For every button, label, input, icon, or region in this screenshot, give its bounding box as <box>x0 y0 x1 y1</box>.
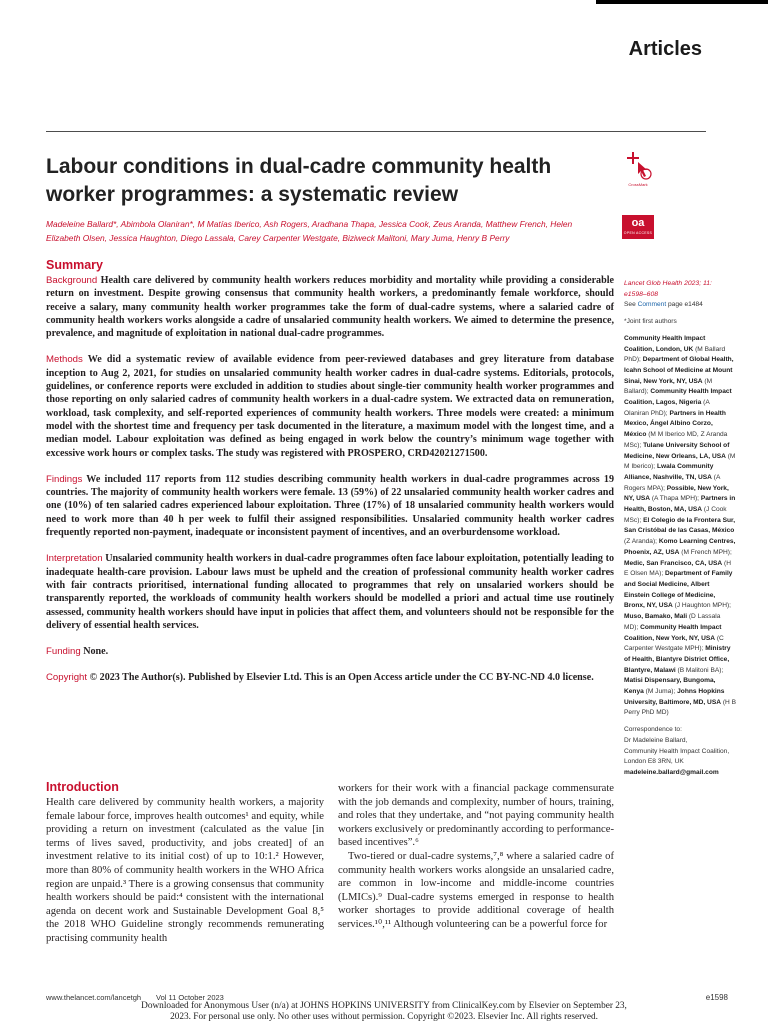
affiliation-people: (M Ballard); <box>624 377 713 396</box>
affiliation-institution: Ministry of Health, Blantyre District Office, Blantyre, Malawi <box>624 645 731 674</box>
affiliation-people: (J Haughton MPH); <box>672 602 731 610</box>
affiliation-institution: Possible, New York, NY, USA <box>624 484 729 503</box>
summary-copyright <box>46 671 614 684</box>
affiliation-institution: Community Health Impact Coalition, Lagos, Nigeria <box>624 388 732 407</box>
see-suffix: page e1484 <box>668 301 703 309</box>
affiliation-people: (B Malitoni BA); <box>675 666 724 674</box>
affiliation-people: (M Juma); <box>643 688 678 696</box>
summary-body <box>46 274 614 698</box>
background-label: Background <box>46 275 98 286</box>
header-rule <box>46 131 706 132</box>
article-title: Labour conditions in dual-cadre community health worker programmes: a systematic review <box>46 155 552 206</box>
affiliation-people: (A Olaniran PhD); <box>624 399 710 417</box>
funding-text: None. <box>83 646 109 658</box>
affiliation-people: (M M Iberico MD, Z Aranda MSc); <box>624 431 728 449</box>
affiliation-institution: Department of Global Health, Icahn School of Medicine at Mount Sinai, New York, NY, USA <box>624 356 734 385</box>
affiliation-institution: Matisi Dispensary, Bungoma, Kenya <box>624 677 716 696</box>
oa-badge-text: oa <box>631 217 645 229</box>
comment-link[interactable]: Comment <box>637 301 667 309</box>
affiliation-people: (M M Iberico); <box>624 452 736 471</box>
affiliation-institution: Partners in Health, Boston, MA, USA <box>624 495 736 514</box>
header-bar <box>596 0 768 4</box>
affiliation-institution: Department of Family and Social Medicine, Albert Einstein College of Medicine, Bronx, NY, USA <box>624 570 733 610</box>
crossmark-label: CrossMark <box>628 182 648 187</box>
see-prefix: See <box>624 301 636 309</box>
affiliation-people: (H B Perry PhD MD) <box>624 698 737 717</box>
correspondence-name: Dr Madeleine Ballard, <box>624 736 688 744</box>
funding-label: Funding <box>46 646 81 658</box>
affiliation-people: (M Ballard PhD); <box>624 345 726 364</box>
open-access-badge <box>622 215 654 239</box>
summary-interpretation <box>46 552 614 632</box>
affiliation-institution: Tulane University School of Medicine, New Orleans, LA, USA <box>624 441 730 460</box>
article-sidebar <box>624 279 736 779</box>
correspondence-email[interactable]: madeleine.ballard@gmail.com <box>624 768 719 776</box>
affiliation-institution: Lwala Community Alliance, Nashville, TN, USA <box>624 463 714 481</box>
affiliation-people: (H E Olsen MA); <box>624 559 731 578</box>
introduction-heading: Introduction <box>46 780 119 794</box>
interpretation-label: Interpretation <box>46 553 103 565</box>
introduction-column-2 <box>338 782 614 932</box>
affiliation-institution: Komo Learning Centres, Phoenix, AZ, USA <box>624 538 736 556</box>
affiliations-list <box>624 334 736 719</box>
summary-findings <box>46 473 614 539</box>
interpretation-text: Unsalaried community health workers in dual-cadre programmes often face labour exploitation, potentially leading to inadequate health-care provision. Labour laws must be upheld and the creation of professional community health worker cadres with fair contracts prioritised, international funding allocated to programmes that rely on unsalaried workers should be transparently reported, the workloads of community health workers should be modelled a priori and actual time use routinely assessed, community health workers should have input in policies that affect them, and volunteers should not be responsible for the delivery of essential health services. <box>46 553 614 631</box>
introduction-column-1 <box>46 796 324 946</box>
correspondence-address: Community Health Impact Coalition, London E8 3RN, UK <box>624 747 730 766</box>
background-text: Health care delivered by community health workers reduces morbidity and mortality while providing a considerable return on investment. Despite growing consensus that community health workers, a predominantly female workforce, should receive a salary, many community health worker programmes take the form of dual-cadre systems, where a salaried cadre of community health workers works alongside a cadre of unsalaried community health workers. We aimed to determine the presence, prevalence, and magnitude of exploitation in national dual-cadre programmes. <box>46 275 614 340</box>
download-notice: Downloaded for Anonymous User (n/a) at JOHNS HOPKINS UNIVERSITY from ClinicalKey.com by Elsevier on September 23, 2023. For personal use only. No other uses without permission. Copyright ©2023. Elsevier Inc. All rights reserved. <box>141 1001 627 1022</box>
findings-label: Findings <box>46 473 83 485</box>
footer-page-number: e1598 <box>705 993 728 1002</box>
affiliation-people: (A Thapa MPH); <box>650 495 701 503</box>
findings-text: We included 117 reports from 112 studies describing community health workers in dual-cadre programmes across 19 countries. The majority of community health workers were female. 13 (59%) of 22 unsalaried community health worker cadres and one (10%) of ten salaried cadres experienced labour exploitation. Three (17%) of 18 unsalaried community health workers would need to work more than 40 h per week to fulfil their assigned responsibilities. Unsalaried community health worker cadres frequently reported non-payment, inadequate or inconsistent payment of incentives, and an overburdensome workload. <box>46 473 614 539</box>
affiliation-institution: Partners in Health Mexico, Ángel Albino Corzo, México <box>624 409 726 439</box>
intro-paragraph-2: workers for their work with a financial package commensurate with the job demands and complexity, number of hours, training, and roles that they undertake, and “not paying community health workers exclusively or predominantly according to performance-based incentives”.⁶ <box>338 783 614 849</box>
summary-background <box>46 274 614 340</box>
summary-heading: Summary <box>46 258 103 272</box>
copyright-label: Copyright <box>46 672 88 684</box>
journal-citation: Lancet Glob Health 2023; 11: e1598–608 <box>624 280 712 298</box>
affiliation-institution: Johns Hopkins University, Baltimore, MD, USA <box>624 688 725 706</box>
copyright-text: © 2023 The Author(s). Published by Elsevier Ltd. This is an Open Access article under the CC BY-NC-ND 4.0 license. <box>89 672 594 684</box>
footer-volume: Vol 11 October 2023 <box>156 993 224 1002</box>
methods-label: Methods <box>46 354 83 366</box>
affiliation-people: (C Carpenter Westgate MPH); <box>624 634 724 653</box>
affiliation-people: (A Rogers MPA); <box>624 473 721 492</box>
intro-paragraph-1: Health care delivered by community health workers, a majority female labour force, improves health outcomes¹ and equity, while providing a return on investment (calculated as the value [in terms of lives saved, productivity, and jobs created] of an investment relative to its initial cost) of up to 10:1.² However, more than 80% of community health workers in the WHO Africa region are unpaid.³ There is a growing consensus that community health workers should be paid:⁴ consistent with the international agenda on decent work and Sustainable Development Goal 8,⁵ the 2018 WHO Guideline strongly recommends remunerating practising community health <box>46 797 324 944</box>
joint-authors-note: *Joint first authors <box>624 318 677 326</box>
summary-methods <box>46 353 614 459</box>
correspondence-label: Correspondence to: <box>624 726 682 734</box>
affiliation-people: (J Cook MSc); <box>624 506 727 524</box>
affiliation-people: (M French MPH); <box>679 548 732 556</box>
section-label: Articles <box>628 38 702 60</box>
affiliation-institution: Medic, San Francisco, CA, USA <box>624 559 723 567</box>
methods-text: We did a systematic review of available evidence from peer-reviewed databases and grey literature from database inception to Aug 2, 2021, for studies on unsalaried community health worker cadres in dual-cadre systems. Editorials, protocols, guidelines, or conference reports were excluded in addition to studies about single-tier community health worker programmes and those reporting on only salaried cadres of community health workers in a dual-cadre system. We extracted data on remuneration, workload, task complexity, and self-reported experiences of community health workers. Three models were created: a minimum model with the shortest time and frequency per task documented in the literature, a maximum model with the longest time, and a median model. Labour exploitation was defined as being engaged in work below the country’s minimum wage together with excessive work hours or complex tasks. The study was registered with PROSPERO, CRD42021271500. <box>46 354 614 459</box>
affiliation-institution: El Colegio de la Frontera Sur, San Cristóbal de las Casas, México <box>624 516 736 535</box>
affiliation-people: (Z Aranda); <box>624 538 659 546</box>
oa-badge-subtext: OPEN ACCESS <box>623 231 653 235</box>
affiliation-people: (D Lassala MD); <box>624 613 721 631</box>
affiliation-institution: Community Health Impact Coalition, London, UK <box>624 334 706 353</box>
footer-url[interactable]: www.thelancet.com/lancetgh <box>46 993 142 1002</box>
crossmark-icon[interactable] <box>618 148 658 188</box>
affiliation-institution: Muso, Bamako, Mali <box>624 613 688 621</box>
author-list: Madeleine Ballard*, Abimbola Olaniran*, M Matías Iberico, Ash Rogers, Aradhana Thapa, Jessica Cook, Zeus Aranda, Matthew French, Helen Elizabeth Olsen, Jessica Haughton, Diego Lassala, Carey Carpenter Westgate, Biziweck Malitoni, Mary Juma, Henry B Perry <box>46 219 573 243</box>
affiliation-institution: Community Health Impact Coalition, New York, NY, USA <box>624 623 722 642</box>
intro-paragraph-3: Two-tiered or dual-cadre systems,⁷,⁸ where a salaried cadre of community health workers works alongside an unsalaried cadre, are common in low-income and middle-income countries (LMICs).⁹ Dual-cadre systems emerged in response to health worker shortages to provide additional coverage of health services.¹⁰,¹¹ Although volunteering can be a powerful force for <box>338 850 614 930</box>
summary-funding <box>46 645 614 658</box>
see-comment <box>624 300 736 311</box>
